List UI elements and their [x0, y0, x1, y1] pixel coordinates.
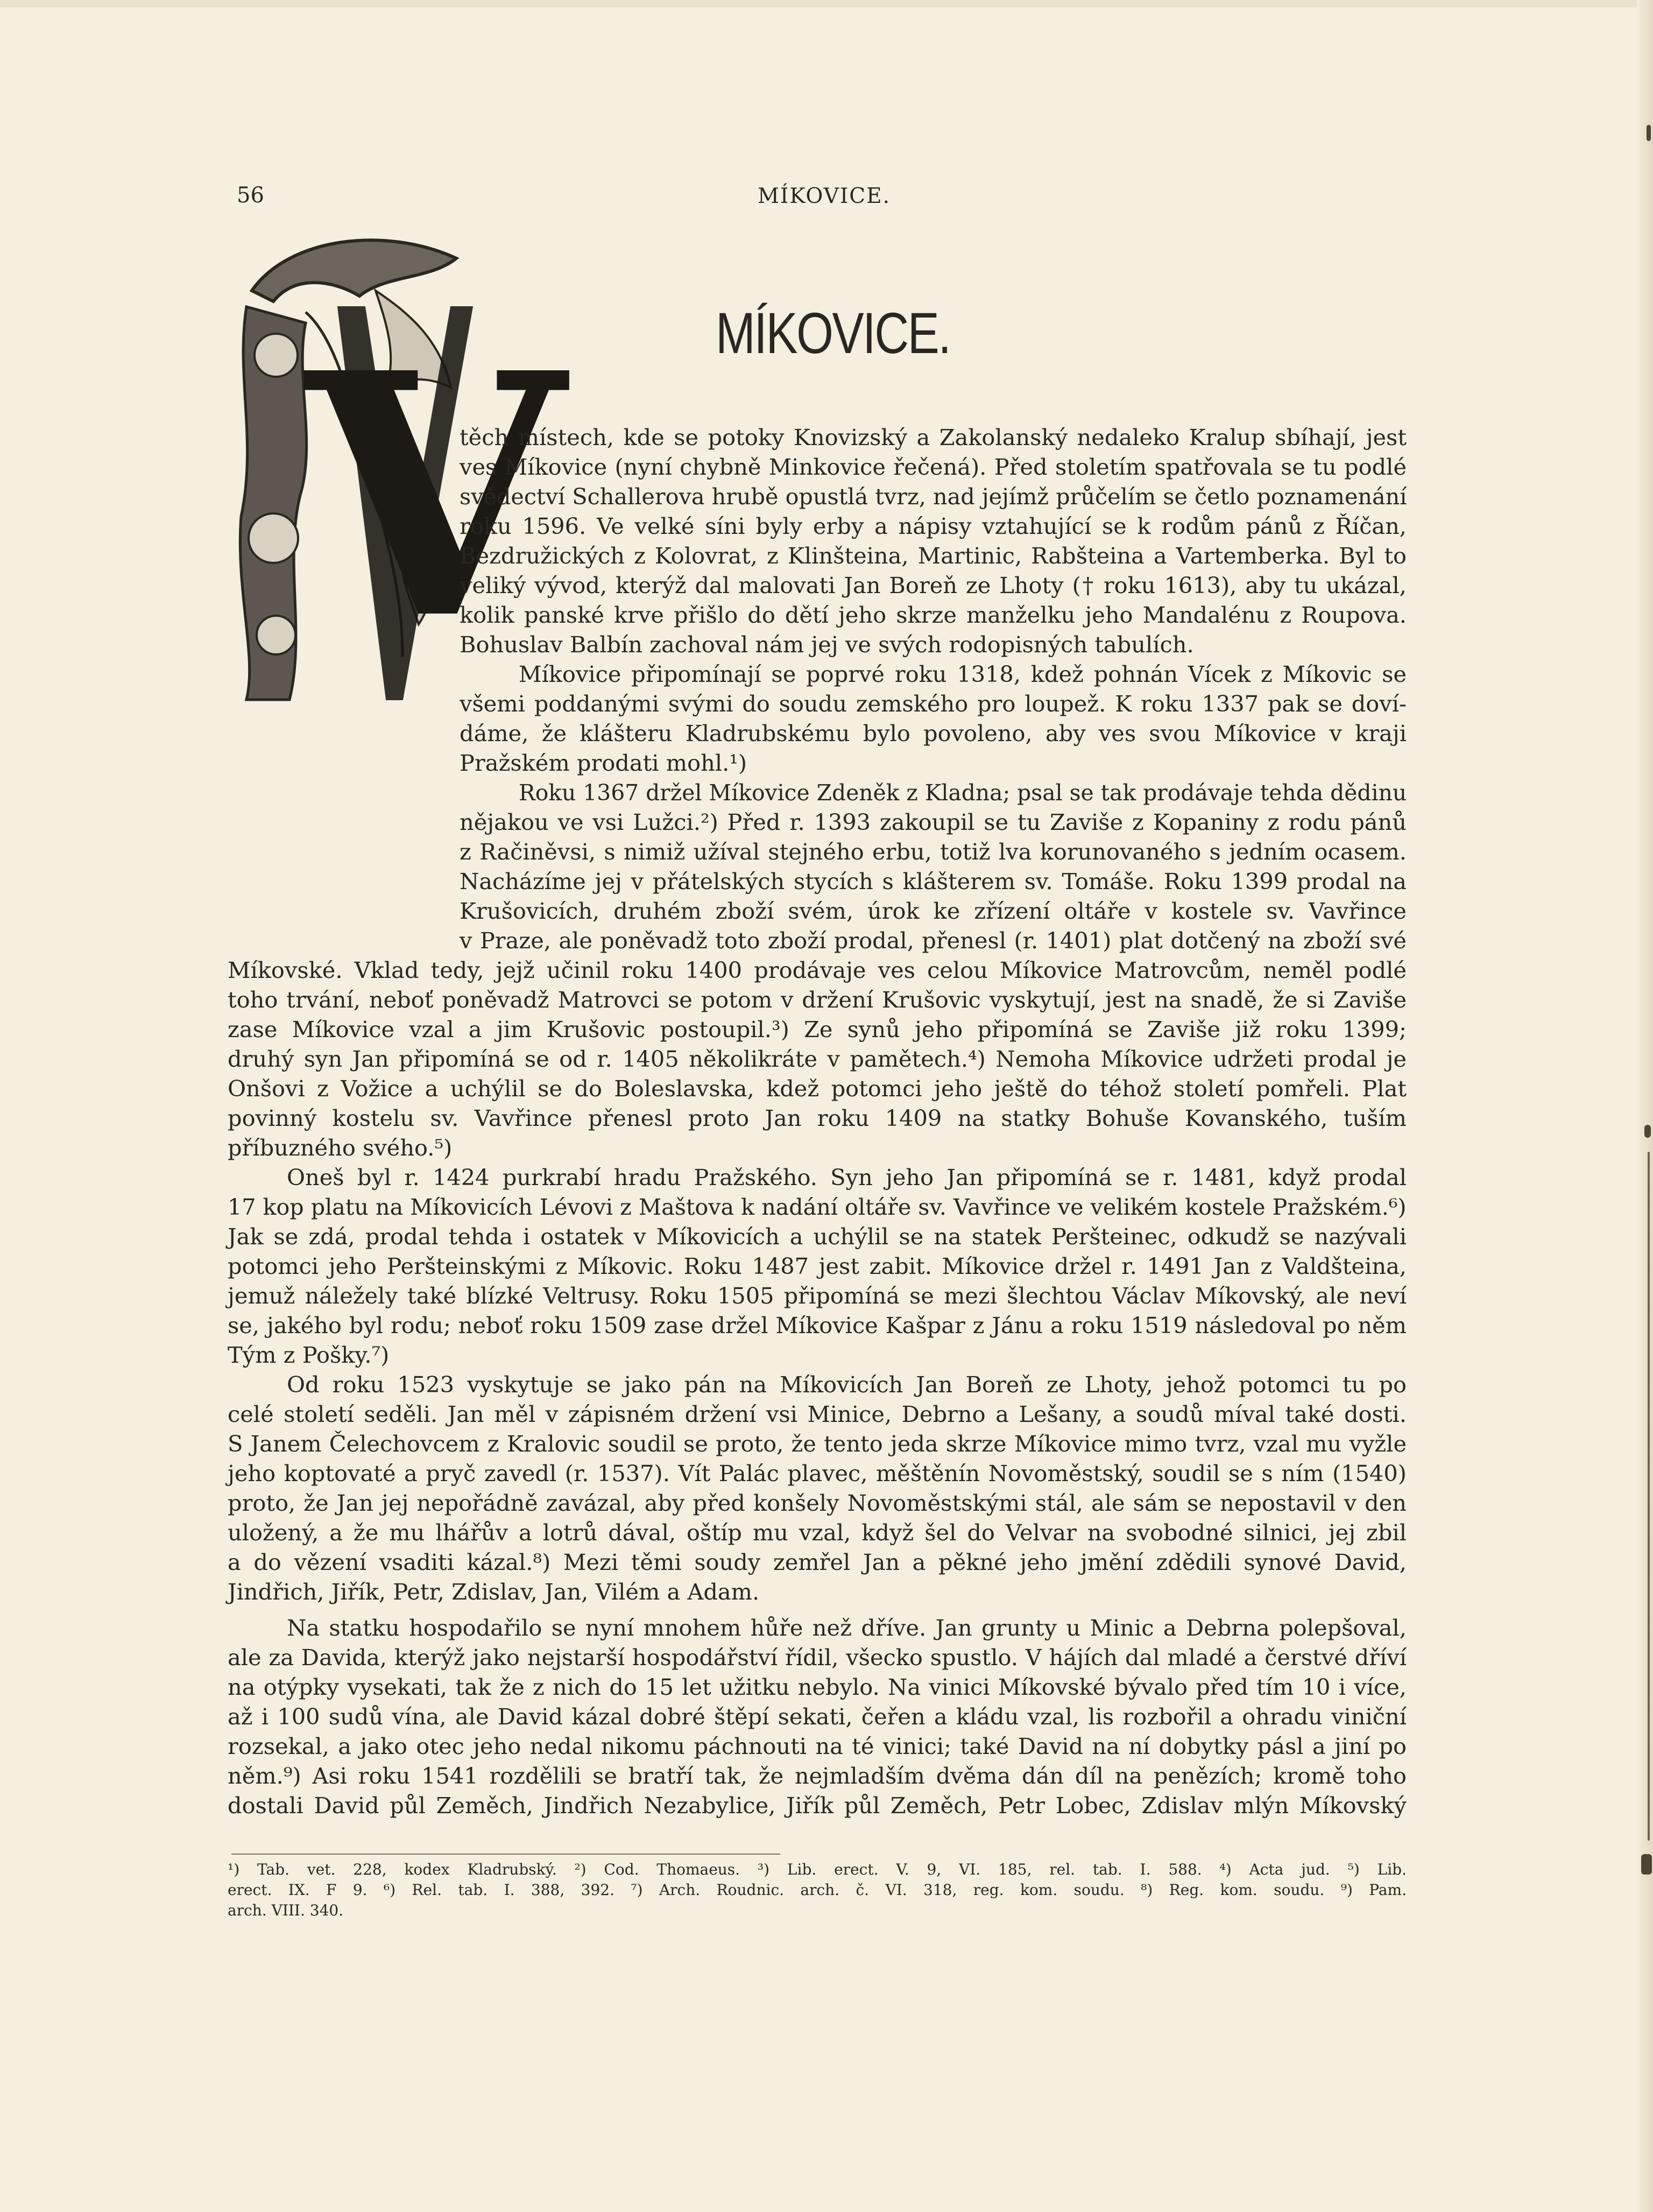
text-line: Nacházíme jej v přátelských stycích s klášterem sv. Tomáše. Roku 1399 prodal na: [460, 868, 1407, 894]
edge-mark: [1644, 1125, 1651, 1138]
text-line: povinný kostelu sv. Vavřince přenesl proto Jan roku 1409 na statky Bohuše Kovanského, tuším: [228, 1105, 1407, 1131]
text-line: potomci jeho Peršteinskými z Míkovic. Roku 1487 jest zabit. Míkovice držel r. 1491 Jan z Valdšteina,: [228, 1253, 1407, 1279]
text-line: jemuž náležely také blízké Veltrusy. Roku 1505 připomíná se mezi šlechtou Václav Míkovský, ale neví: [228, 1283, 1407, 1309]
text-line: uložený, a že mu lhářův a lotrů dával, oštíp mu vzal, když šel do Velvar na svobodné silnici, jej zbil: [228, 1519, 1407, 1546]
edge-mark: [1648, 1152, 1650, 1841]
text-line: celé století seděli. Jan měl v zápisném držení vsi Minice, Debrno a Lešany, a soudů míval také dosti.: [228, 1401, 1407, 1427]
edge-mark: [1647, 125, 1651, 141]
text-line: těch místech, kde se potoky Knovizský a Zakolanský nedaleko Kralup sbíhají, jest: [460, 424, 1407, 450]
drop-cap-letter: V: [306, 301, 565, 693]
text-line: až i 100 sudů vína, ale David kázal dobré štěpí sekati, čeřen a kládu vzal, lis rozbořil a ohradu viniční: [228, 1703, 1407, 1730]
text-line: Od roku 1523 vyskytuje se jako pán na Míkovicích Jan Boreň ze Lhoty, jehož potomci tu po: [287, 1371, 1407, 1398]
text-line: Tým z Pošky.⁷): [228, 1342, 390, 1368]
chapter-title: MÍKOVICE.: [716, 300, 950, 365]
text-line: Bohuslav Balbín zachoval nám jej ve svých rodopisných tabulích.: [460, 631, 1194, 658]
text-line: kolik panské krve přišlo do dětí jeho skrze manželku jeho Mandalénu z Roupova.: [460, 602, 1407, 628]
footnote-rule: [231, 1854, 780, 1855]
text-line: ale za Davida, kterýž jako nejstarší hospodářství řídil, všecko spustlo. V hájích dal mladé a čerstvé dříví: [228, 1644, 1407, 1671]
text-line: Na statku hospodařilo se nyní mnohem hůře než dříve. Jan grunty u Minic a Debrna polepšoval,: [287, 1615, 1407, 1641]
footnote-line: arch. VIII. 340.: [228, 1901, 344, 1919]
page-edge-right: [1637, 0, 1653, 2212]
text-line: svědectví Schallerova hrubě opustlá tvrz, nad jejímž průčelím se četlo poznamenání: [460, 483, 1407, 510]
footnote-line: erect. IX. F 9. ⁶) Rel. tab. I. 388, 392. ⁷) Arch. Roudnic. arch. č. VI. 318, reg. kom. soudu. ⁸) Reg. kom. soudu. ⁹) Pam.: [228, 1881, 1407, 1899]
page-edge-top: [0, 0, 1653, 8]
text-line: veliký vývod, kterýž dal malovati Jan Boreň ze Lhoty († roku 1613), aby tu ukázal,: [460, 572, 1407, 598]
text-line: Pražském prodati mohl.¹): [460, 750, 747, 776]
text-line: Míkovice připomínají se poprvé roku 1318, kdež pohnán Vícek z Míkovic se: [519, 661, 1407, 687]
text-line: všemi poddanými svými do soudu zemského pro loupež. K roku 1337 pak se doví-: [460, 691, 1407, 717]
text-line: v Praze, ale poněvadž toto zboží prodal, přenesl (r. 1401) plat dotčený na zboží své: [460, 927, 1407, 954]
text-line: Bezdružických z Kolovrat, z Klinšteina, Martinic, Rabšteina a Vartemberka. Byl to: [460, 543, 1407, 569]
text-line: Krušovicích, druhém zboží svém, úrok ke zřízení oltáře v kostele sv. Vavřince: [460, 898, 1407, 924]
edge-mark: [1641, 1854, 1652, 1875]
text-line: zase Míkovice vzal a jim Krušovic postoupil.³) Ze synů jeho připomíná se Zaviše již roku 1399;: [228, 1016, 1407, 1042]
text-line: dostali David půl Zeměch, Jindřich Nezabylice, Jiřík půl Zeměch, Petr Lobec, Zdislav mlýn Míkovský: [228, 1792, 1407, 1819]
text-line: jeho koptovaté a pryč zavedl (r. 1537). Vít Palác plavec, měštěnín Novoměstský, soudil se s ním (1540): [228, 1460, 1407, 1487]
text-line: druhý syn Jan připomíná se od r. 1405 několikráte v pamětech.⁴) Nemoha Míkovice udržeti prodal je: [228, 1046, 1407, 1072]
text-line: nějakou ve vsi Lužci.²) Před r. 1393 zakoupil se tu Zaviše z Kopaniny z rodu pánů: [460, 809, 1407, 835]
text-line: roku 1596. Ve velké síni byly erby a nápisy vztahující se k rodům pánů z Říčan,: [460, 513, 1407, 539]
text-line: Oneš byl r. 1424 purkrabí hradu Pražského. Syn jeho Jan připomíná se r. 1481, když prodal: [287, 1164, 1407, 1190]
text-line: rozsekal, a jako otec jeho nedal nikomu páchnouti na té vinici; také David na ní dobytky pásl a jiní po: [228, 1733, 1407, 1759]
page-number: 56: [237, 183, 264, 208]
text-line: Jak se zdá, prodal tehda i ostatek v Míkovicích a uchýlil se na statek Peršteinec, odkudž se nazývali: [228, 1223, 1407, 1250]
text-line: Jindřich, Jiřík, Petr, Zdislav, Jan, Vilém a Adam.: [228, 1579, 760, 1605]
text-line: S Janem Čelechovcem z Kralovic soudil se proto, že tento jeda skrze Míkovice mimo tvrz, vzal mu vyžle: [228, 1431, 1407, 1457]
text-line: Roku 1367 držel Míkovice Zdeněk z Kladna; psal se tak prodávaje tehda dědinu: [519, 779, 1407, 806]
text-line: na otýpky vysekati, tak že z nich do 15 let užitku nebylo. Na vinici Míkovské bývalo před tím 10 i více,: [228, 1674, 1407, 1700]
text-line: proto, že Jan jej nepořádně zavázal, aby před konšely Novoměstskými stál, ale sám se nepostavil v den: [228, 1490, 1407, 1516]
text-line: z Račiněvsi, s nimiž užíval stejného erbu, totiž lva korunovaného s jedním ocasem.: [460, 839, 1407, 865]
text-line: něm.⁹) Asi roku 1541 rozdělili se bratří tak, že nejmladším dvěma dán díl na penězích; kromě toho: [228, 1763, 1407, 1789]
text-line: příbuzného svého.⁵): [228, 1135, 453, 1161]
text-line: 17 kop platu na Míkovicích Lévovi z Maštova k nadání oltáře sv. Vavřince ve velikém kostele Pražském.⁶): [228, 1194, 1407, 1220]
footnote-line: ¹) Tab. vet. 228, kodex Kladrubský. ²) Cod. Thomaeus. ³) Lib. erect. V. 9, VI. 185, rel. tab. I. 588. ⁴) Acta jud. ⁵) Lib.: [228, 1861, 1407, 1878]
text-line: se, jakého byl rodu; neboť roku 1509 zase držel Míkovice Kašpar z Jánu a roku 1519 následoval po něm: [228, 1312, 1407, 1339]
running-title: MÍKOVICE.: [758, 184, 891, 208]
text-line: a do vězení vsaditi kázal.⁸) Mezi těmi soudy zemřel Jan a pěkné jeho jmění zdědili synové David,: [228, 1549, 1407, 1575]
text-line: Onšovi z Vožice a uchýlil se do Boleslavska, kdež potomci jeho ještě do téhož století pomřeli. Plat: [228, 1075, 1407, 1102]
text-line: dáme, že klášteru Kladrubskému bylo povoleno, aby ves svou Míkovice v kraji: [460, 720, 1407, 746]
text-line: Míkovské. Vklad tedy, jejž učinil roku 1400 prodávaje ves celou Míkovice Matrovcům, neměl podlé: [228, 957, 1407, 983]
ornamental-initial: [225, 215, 565, 710]
text-line: toho trvání, neboť poněvadž Matrovci se potom v držení Krušovic vyskytují, jest na snadě, že si Zaviše: [228, 987, 1407, 1013]
text-line: ves Míkovice (nyní chybně Minkovice řečená). Před stoletím spatřovala se tu podlé: [460, 454, 1407, 480]
